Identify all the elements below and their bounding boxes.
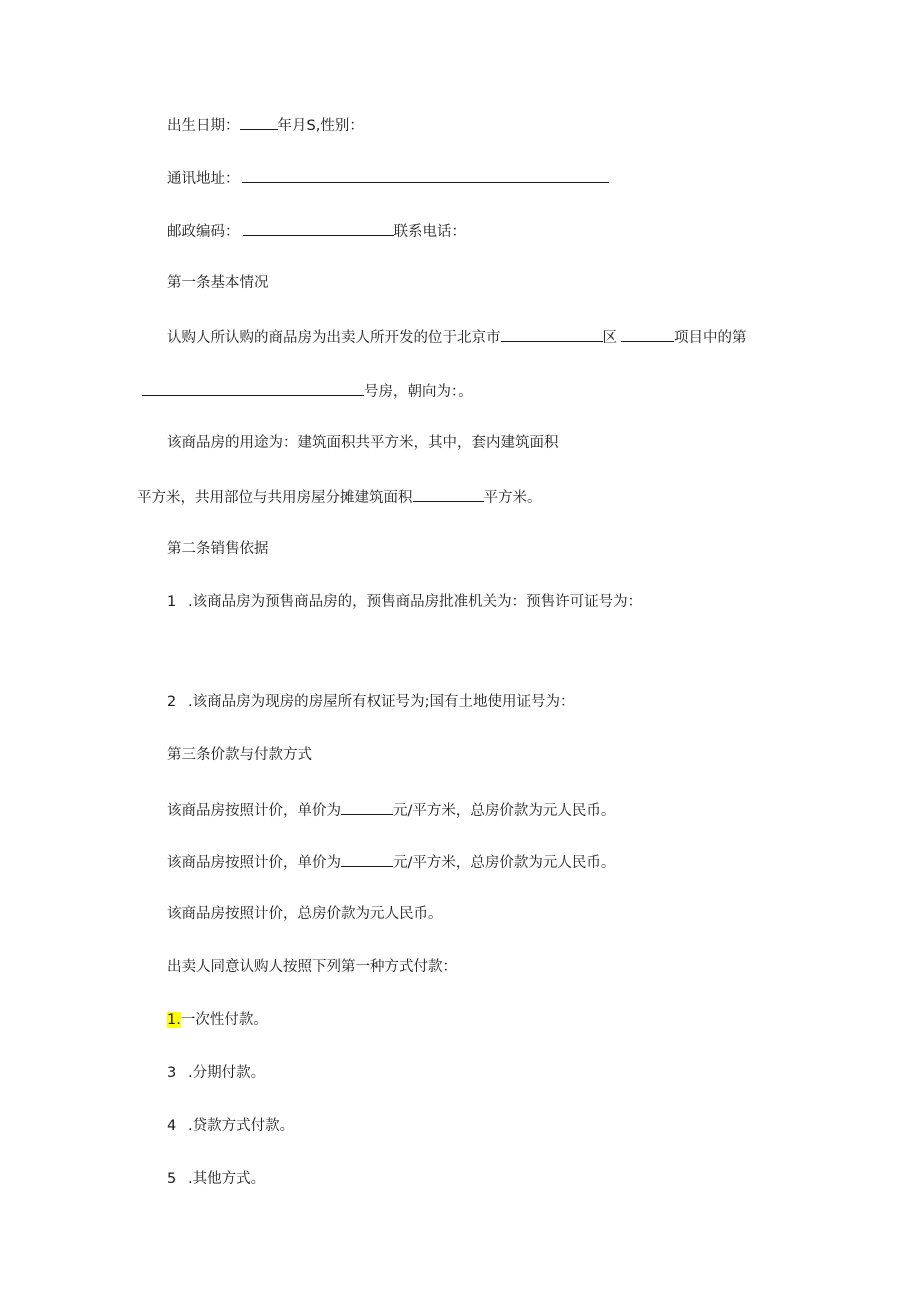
house-number-line (142, 380, 473, 400)
unit-price-blank-1[interactable] (341, 799, 393, 815)
basis-item-2 (167, 692, 575, 712)
article-2-title: 第二条销售依据 (167, 541, 269, 557)
usage-line (167, 433, 559, 453)
article-2-heading (167, 539, 269, 559)
price-line-2 (167, 851, 615, 871)
birth-date-blank[interactable] (240, 114, 278, 130)
shared-area-unit: 平方米。 (483, 490, 542, 506)
usage-text: 该商品房的用途为：建筑面积共平方米，其中，套内建筑面积 (167, 435, 559, 451)
payment-method-text: 出卖人同意认购人按照下列第一种方式付款： (167, 959, 457, 975)
payment-option-4-text: .贷款方式付款。 (188, 1118, 295, 1134)
payment-option-4 (167, 1116, 294, 1136)
house-location-line (167, 326, 747, 346)
payment-method-line (167, 957, 457, 977)
postal-label: 邮政编码： (167, 224, 240, 240)
payment-option-1-number: 1. (167, 1012, 181, 1028)
house-number-blank[interactable] (142, 380, 364, 396)
payment-option-3-number: 3 (167, 1065, 177, 1081)
project-blank[interactable] (621, 326, 674, 342)
shared-area-text: 平方米，共用部位与共用房屋分摊建筑面积 (137, 490, 413, 506)
price-line-2-text: 该商品房按照计价，单价为 (167, 855, 341, 871)
postal-line (167, 220, 466, 240)
district-blank[interactable] (501, 326, 603, 342)
article-3-heading (167, 745, 312, 765)
phone-label: 联系电话： (393, 224, 466, 240)
birth-date-line (167, 114, 364, 134)
shared-area-blank[interactable] (413, 486, 484, 502)
unit-price-blank-2[interactable] (341, 851, 393, 867)
district-label: 区 (602, 330, 617, 346)
basis-item-1-number: 1 (167, 594, 177, 610)
payment-option-5 (167, 1169, 265, 1189)
payment-option-3-text: .分期付款。 (188, 1065, 266, 1081)
birth-date-label: 出生日期： (167, 118, 240, 134)
address-blank[interactable] (242, 167, 609, 183)
postal-blank[interactable] (243, 220, 394, 236)
address-label: 通讯地址： (167, 171, 240, 187)
address-line (167, 167, 609, 187)
basis-item-2-number: 2 (167, 694, 177, 710)
payment-option-4-number: 4 (167, 1118, 177, 1134)
price-line-3 (167, 904, 443, 924)
price-line-1-text: 该商品房按照计价，单价为 (167, 803, 341, 819)
article-3-title: 第三条价款与付款方式 (167, 747, 312, 763)
project-label: 项目中的第 (674, 330, 747, 346)
payment-option-5-number: 5 (167, 1171, 177, 1187)
payment-option-1-text: 一次性付款。 (180, 1012, 268, 1028)
basis-item-1 (167, 592, 642, 612)
article-1-title: 第一条基本情况 (167, 275, 269, 291)
payment-option-3 (167, 1063, 265, 1083)
house-number-text: 号房，朝向为：。 (364, 384, 473, 400)
article-1-heading (167, 273, 269, 293)
payment-option-5-text: .其他方式。 (188, 1171, 266, 1187)
price-line-1 (167, 799, 615, 819)
birth-gender-label: 年月S,性别： (277, 118, 364, 134)
basis-item-1-text: .该商品房为预售商品房的，预售商品房批准机关为：预售许可证号为： (188, 594, 643, 610)
price-line-3-text: 该商品房按照计价，总房价款为元人民币。 (167, 906, 443, 922)
shared-area-line (137, 486, 542, 506)
basis-item-2-text: .该商品房为现房的房屋所有权证号为;国有土地使用证号为： (188, 694, 575, 710)
price-line-1-rest: 元/平方米，总房价款为元人民币。 (393, 803, 616, 819)
price-line-2-rest: 元/平方米，总房价款为元人民币。 (393, 855, 616, 871)
house-location-text: 认购人所认购的商品房为出卖人所开发的位于北京市 (167, 330, 501, 346)
payment-option-1 (167, 1010, 268, 1030)
